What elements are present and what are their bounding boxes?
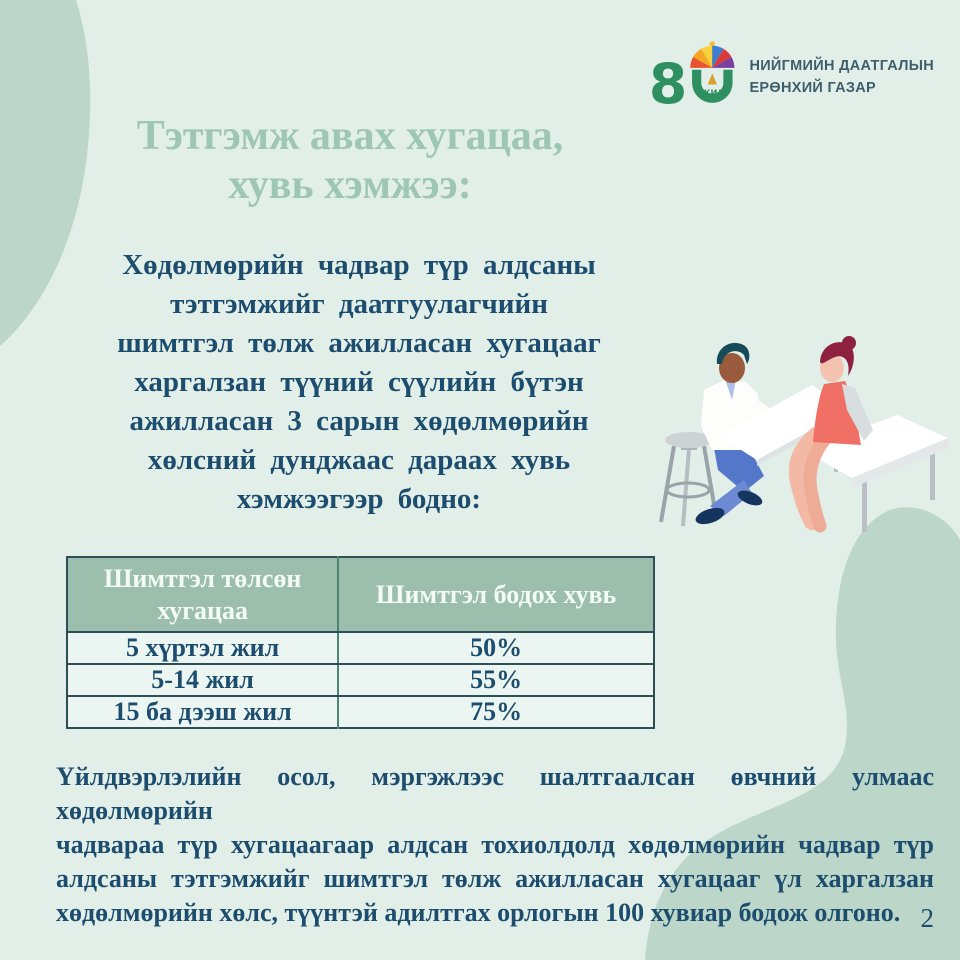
badge-unit-label: ЖИЛ (700, 87, 725, 98)
footer-paragraph (56, 760, 934, 930)
cell-period: 5 хүртэл жил (67, 632, 338, 664)
anniversary-80-badge-icon (647, 40, 739, 116)
intro-line: харгалзан түүний сүүлийн бүтэн (134, 366, 584, 398)
page-number: 2 (920, 903, 934, 933)
intro-paragraph (56, 246, 662, 519)
intro-line: тэтгэмжийг даатгуулагчийн (170, 288, 548, 320)
svg-text:8: 8 (649, 52, 688, 116)
table-row (67, 696, 654, 728)
intro-line: ажилласан 3 сарын хөдөлмөрийн (129, 405, 589, 437)
cell-percent: 55% (338, 664, 654, 696)
page-title-line2: хувь хэмжээ: (228, 161, 472, 208)
org-logo (647, 40, 934, 116)
cell-percent: 50% (338, 632, 654, 664)
page-title (70, 112, 630, 209)
footer-line: алдсаны тэтгэмжийг шимтгэл төлж ажилласан хугацааг үл харгалзан (56, 864, 934, 893)
footer-line: хөдөлмөрийн хөлс, түүнтэй адилтгах орлогын 100 хувиар бодож олгоно. (56, 898, 901, 927)
footer-line: чадвараа түр хугацаагаар алдсан тохиолдолд хөдөлмөрийн чадвар түр (56, 830, 934, 859)
intro-line: Хөдөлмөрийн чадвар түр алдсаны (122, 249, 596, 281)
intro-line: хэмжээгээр бодно: (236, 483, 482, 515)
intro-line: хөлсний дунджаас дараах хувь (147, 444, 571, 476)
doctor-patient-illustration (652, 330, 954, 552)
cell-percent: 75% (338, 696, 654, 728)
page-title-line1: Тэтгэмж авах хугацаа, (136, 113, 564, 159)
org-name-line1: НИЙГМИЙН ДААТГАЛЫН (749, 58, 934, 75)
benefit-rate-table (66, 556, 655, 729)
footer-line: Үйлдвэрлэлийн осол, мэргэжлээс шалтгаалсан өвчний улмаас хөдөлмөрийн (56, 762, 934, 825)
table-header-row (67, 557, 654, 632)
cell-period: 5-14 жил (67, 664, 338, 696)
org-name (749, 56, 934, 100)
header-percent: Шимтгэл бодох хувь (338, 557, 654, 632)
table-row (67, 632, 654, 664)
umbrella-icon (691, 41, 735, 68)
table-row (67, 664, 654, 696)
org-name-line2: ЕРӨНХИЙ ГАЗАР (749, 80, 876, 96)
header-period: Шимтгэл төлсөн хугацаа (67, 557, 338, 632)
cell-period: 15 ба дээш жил (67, 696, 338, 728)
intro-line: шимтгэл төлж ажилласан хугацааг (117, 327, 601, 359)
